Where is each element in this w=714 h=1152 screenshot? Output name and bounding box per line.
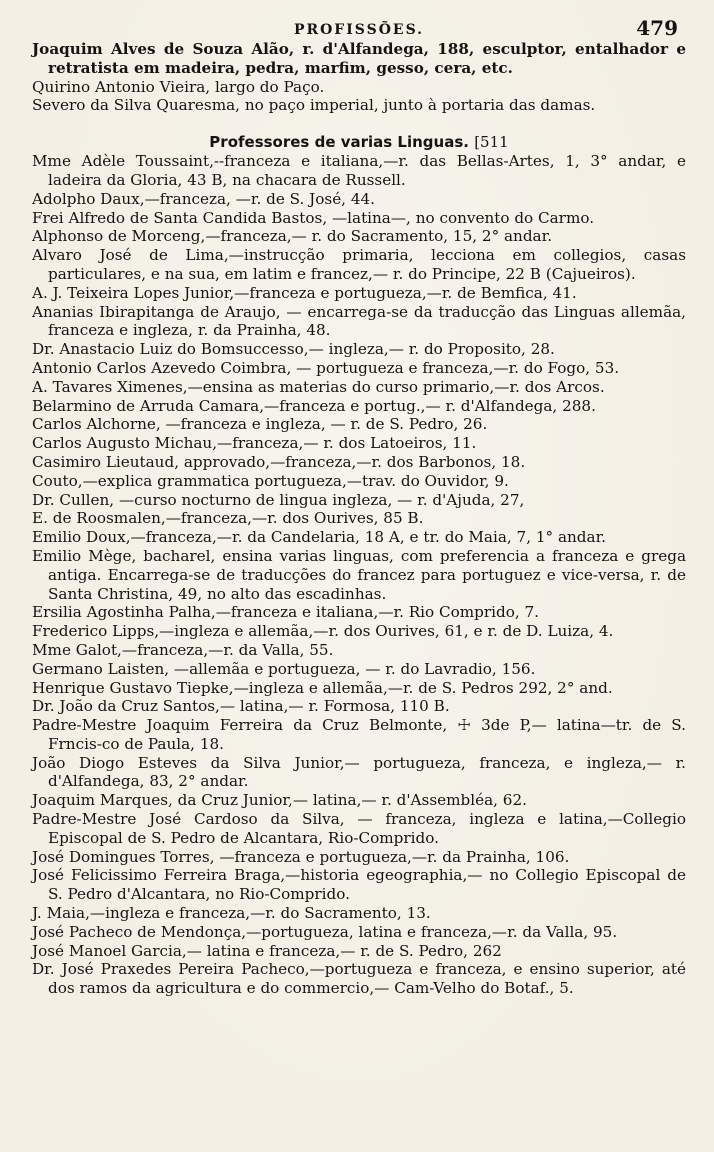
entry: Mme Adèle Toussaint,--franceza e italiana,—r. das Bellas-Artes, 1, 3° andar, e ladeira da Gloria, 43 B, na chacara de Russell. <box>32 152 686 189</box>
language-teachers-list <box>32 152 686 998</box>
entry: Henrique Gustavo Tiepke,—ingleza e allemãa,—r. de S. Pedros 292, 2° and. <box>32 678 613 697</box>
entry: J. Maia,—ingleza e franceza,—r. do Sacramento, 13. <box>32 904 431 923</box>
entry: José Domingues Torres, —franceza e portugueza,—r. da Prainha, 106. <box>32 847 570 866</box>
entry: Mme Galot,—franceza,—r. da Valla, 55. <box>32 640 334 659</box>
page-number: 479 <box>636 16 678 40</box>
entry: Casimiro Lieutaud, approvado,—franceza,—r. dos Barbonos, 18. <box>32 452 526 471</box>
entry: José Felicissimo Ferreira Braga,—historia egeographia,— no Collegio Episcopal de S. Pedro d'Alcantara, no Rio-Comprido. <box>32 866 686 904</box>
entry: Belarmino de Arruda Camara,—franceza e portug.,— r. d'Alfandega, 288. <box>32 396 596 415</box>
entry: A. Tavares Ximenes,—ensina as materias do curso primario,—r. dos Arcos. <box>32 377 605 396</box>
top-entry-list <box>32 40 686 115</box>
entry: Dr. João da Cruz Santos,— latina,— r. Formosa, 110 B. <box>32 697 450 716</box>
entry: Antonio Carlos Azevedo Coimbra, — portugueza e franceza,—r. do Fogo, 53. <box>32 358 620 377</box>
entry: João Diogo Esteves da Silva Junior,— portugueza, franceza, e ingleza,— r. d'Alfandega, 83, 2° andar. <box>32 753 686 791</box>
entry: Carlos Alchorne, —franceza e ingleza, — r. de S. Pedro, 26. <box>32 415 488 434</box>
entry: Ananias Ibirapitanga de Araujo, — encarrega-se da traducção das Linguas allemãa, franceza e ingleza, r. da Prainha, 48. <box>32 302 686 340</box>
entry: Emilio Mège, bacharel, ensina varias linguas, com preferencia a franceza e grega antiga. Encarrega-se de traducções do francez para portuguez e vice-versa, r. de Santa Christina, 49, no alto das escadinhas. <box>32 546 686 603</box>
entry: E. de Roosmalen,—franceza,—r. dos Ourives, 85 B. <box>32 509 424 528</box>
entry: José Manoel Garcia,— latina e franceza,— r. de S. Pedro, 262 <box>32 941 502 960</box>
entry: A. J. Teixeira Lopes Junior,—franceza e portugueza,—r. de Bemfica, 41. <box>32 283 577 302</box>
entry: Germano Laisten, —allemãa e portugueza, — r. do Lavradio, 156. <box>32 659 536 678</box>
entry: Emilio Doux,—franceza,—r. da Candelaria, 18 A, e tr. do Maia, 7, 1° andar. <box>32 528 606 547</box>
entry: Dr. Cullen, —curso nocturno de lingua ingleza, — r. d'Ajuda, 27, <box>32 490 525 509</box>
entry: Carlos Augusto Michau,—franceza,— r. dos Latoeiros, 11. <box>32 434 477 453</box>
entry: Alphonso de Morceng,—franceza,— r. do Sacramento, 15, 2° andar. <box>32 227 553 246</box>
entry-quirino-vieira: Quirino Antonio Vieira, largo do Paço. <box>32 77 325 96</box>
entry: Frederico Lipps,—ingleza e allemãa,—r. dos Ourives, 61, e r. de D. Luiza, 4. <box>32 622 614 641</box>
entry: Padre-Mestre Joaquim Ferreira da Cruz Belmonte, ☩ 3de P,— latina—tr. de S. Frncis-co de Paula, 18. <box>32 716 686 753</box>
running-title: PROFISSÕES. <box>293 22 425 38</box>
entry: Dr. Anastacio Luiz do Bomsuccesso,— ingleza,— r. do Proposito, 28. <box>32 340 555 359</box>
entry: Couto,—explica grammatica portugueza,—trav. do Ouvidor, 9. <box>32 471 509 490</box>
section-heading <box>32 133 686 151</box>
entry: Ersilia Agostinha Palha,—franceza e italiana,—r. Rio Comprido, 7. <box>32 603 539 622</box>
section-note: [511 <box>474 133 509 152</box>
entry: Frei Alfredo de Santa Candida Bastos, —latina—, no convento do Carmo. <box>32 208 595 227</box>
section-title: Professores de varias Linguas. <box>209 133 469 152</box>
running-head <box>32 14 686 40</box>
entry-severo-quaresma: Severo da Silva Quaresma, no paço imperial, junto à portaria das damas. <box>32 96 596 115</box>
entry: Dr. José Praxedes Pereira Pacheco,—portugueza e franceza, e ensino superior, até dos ramos da agricultura e do commercio,— Cam-Velho do Botaf., 5. <box>32 960 686 998</box>
entry: Adolpho Daux,—franceza, —r. de S. José, 44. <box>32 189 375 208</box>
entry: Joaquim Marques, da Cruz Junior,— latina,— r. d'Assembléa, 62. <box>32 791 527 810</box>
entry-souza-alao: Joaquim Alves de Souza Alão, r. d'Alfandega, 188, esculptor, entalhador e retratista em madeira, pedra, marfim, gesso, cera, etc. <box>32 40 686 77</box>
entry: José Pacheco de Mendonça,—portugueza, latina e franceza,—r. da Valla, 95. <box>32 922 618 941</box>
entry: Alvaro José de Lima,—instrucção primaria, lecciona em collegios, casas particulares, e na sua, em latim e francez,— r. do Principe, 22 B (Cajueiros). <box>32 246 686 283</box>
entry: Padre-Mestre José Cardoso da Silva, — franceza, ingleza e latina,—Collegio Episcopal de S. Pedro de Alcantara, Rio-Comprido. <box>32 810 686 847</box>
